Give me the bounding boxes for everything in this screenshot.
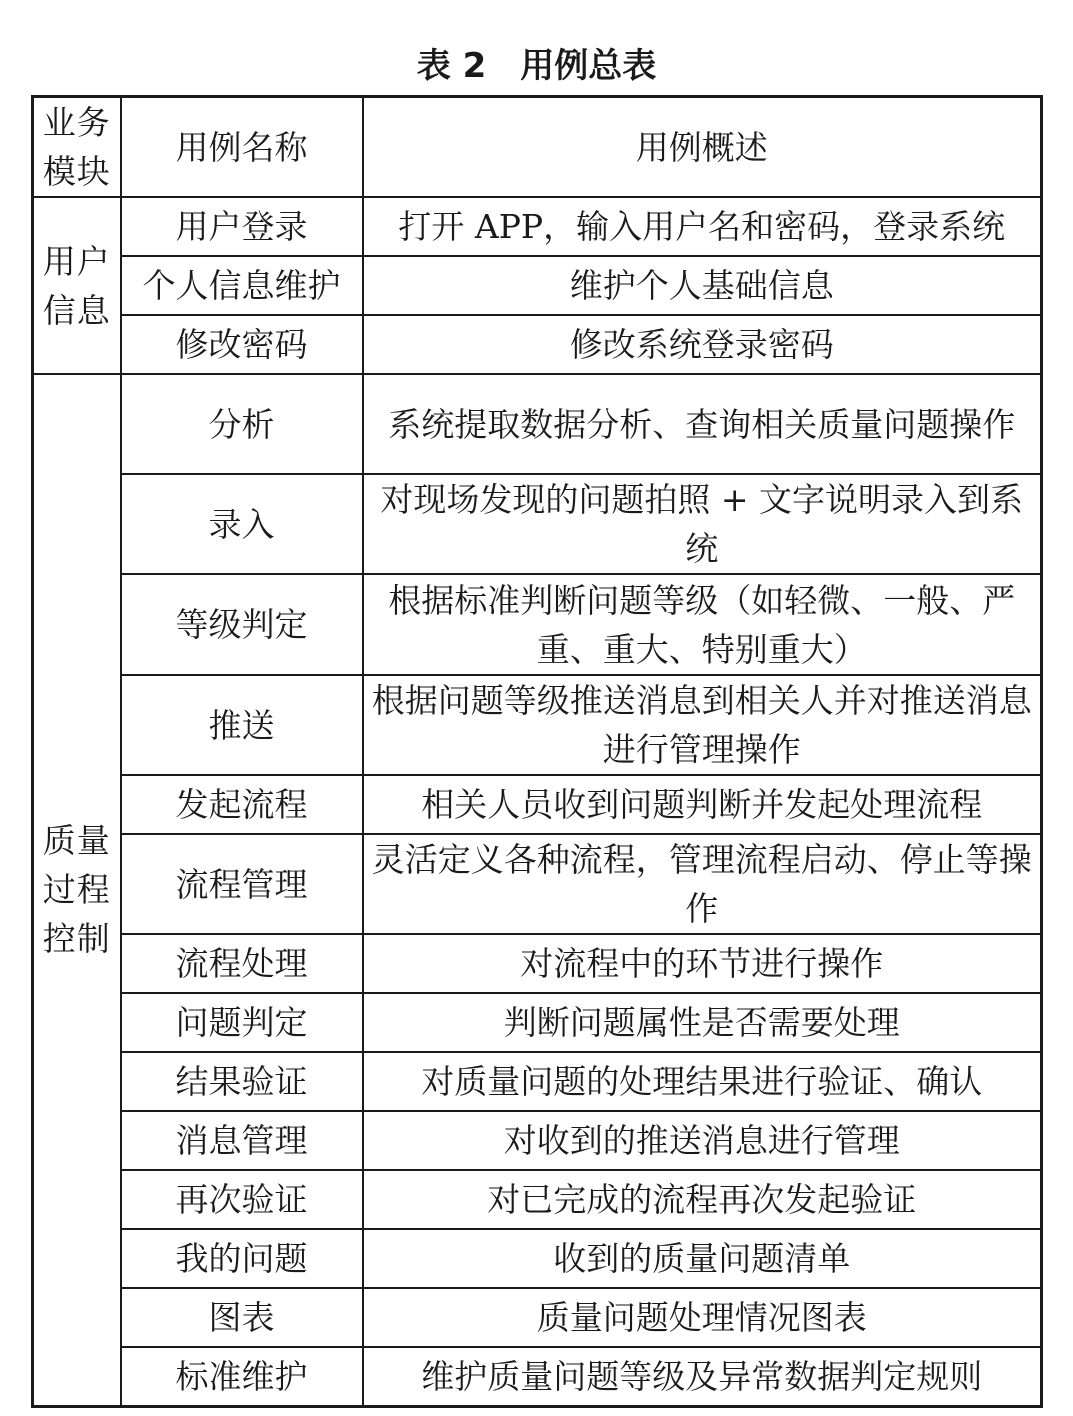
- usecase-name: 推送: [121, 675, 363, 775]
- usecase-name: 再次验证: [121, 1170, 363, 1229]
- table-row: [33, 675, 1042, 775]
- table-row: [33, 315, 1042, 374]
- usecase-desc: 质量问题处理情况图表: [363, 1288, 1042, 1347]
- module-cell: 用户信息: [33, 197, 121, 374]
- table-row: [33, 1347, 1042, 1406]
- usecase-name: 用户登录: [121, 197, 363, 256]
- usecase-name: 发起流程: [121, 775, 363, 834]
- table-row: [33, 1111, 1042, 1170]
- usecase-desc: 相关人员收到问题判断并发起处理流程: [363, 775, 1042, 834]
- usecase-name: 等级判定: [121, 574, 363, 675]
- usecase-name: 问题判定: [121, 993, 363, 1052]
- usecase-desc: 对现场发现的问题拍照 + 文字说明录入到系统: [363, 474, 1042, 574]
- header-row: [33, 97, 1042, 198]
- table-caption: 表 2 用例总表: [416, 46, 657, 86]
- table-row: [33, 474, 1042, 574]
- usecase-desc: 修改系统登录密码: [363, 315, 1042, 374]
- usecase-desc: 维护质量问题等级及异常数据判定规则: [363, 1347, 1042, 1406]
- usecase-desc: 对收到的推送消息进行管理: [363, 1111, 1042, 1170]
- table-row: [33, 574, 1042, 675]
- usecase-name: 标准维护: [121, 1347, 363, 1406]
- header-module: 业务模块: [33, 97, 121, 198]
- usecase-desc: 灵活定义各种流程，管理流程启动、停止等操作: [363, 834, 1042, 934]
- table-body: [33, 97, 1042, 1407]
- usecase-desc: 打开 APP，输入用户名和密码，登录系统: [363, 197, 1042, 256]
- usecase-desc: 对质量问题的处理结果进行验证、确认: [363, 1052, 1042, 1111]
- usecase-desc: 系统提取数据分析、查询相关质量问题操作: [363, 374, 1042, 474]
- usecase-name: 分析: [121, 374, 363, 474]
- table-row: [33, 1229, 1042, 1288]
- usecase-name: 我的问题: [121, 1229, 363, 1288]
- table-row: [33, 197, 1042, 256]
- usecase-desc: 收到的质量问题清单: [363, 1229, 1042, 1288]
- table-row: [33, 374, 1042, 474]
- usecase-name: 消息管理: [121, 1111, 363, 1170]
- usecase-name: 流程处理: [121, 934, 363, 993]
- table-row: [33, 1052, 1042, 1111]
- usecase-desc: 根据标准判断问题等级（如轻微、一般、严重、重大、特别重大）: [363, 574, 1042, 675]
- table-row: [33, 256, 1042, 315]
- table-row: [33, 1170, 1042, 1229]
- usecase-name: 图表: [121, 1288, 363, 1347]
- usecase-desc: 对流程中的环节进行操作: [363, 934, 1042, 993]
- table-row: [33, 834, 1042, 934]
- usecase-desc: 判断问题属性是否需要处理: [363, 993, 1042, 1052]
- usecase-desc: 维护个人基础信息: [363, 256, 1042, 315]
- usecase-desc: 对已完成的流程再次发起验证: [363, 1170, 1042, 1229]
- table-row: [33, 775, 1042, 834]
- usecase-desc: 根据问题等级推送消息到相关人并对推送消息进行管理操作: [363, 675, 1042, 775]
- usecase-name: 结果验证: [121, 1052, 363, 1111]
- usecase-name: 个人信息维护: [121, 256, 363, 315]
- usecase-name: 流程管理: [121, 834, 363, 934]
- module-cell: 质量过程控制: [33, 374, 121, 1406]
- table-row: [33, 934, 1042, 993]
- table-row: [33, 1288, 1042, 1347]
- table-row: [33, 993, 1042, 1052]
- usecase-name: 录入: [121, 474, 363, 574]
- header-name: 用例名称: [121, 97, 363, 198]
- use-case-table: [31, 95, 1043, 1408]
- usecase-name: 修改密码: [121, 315, 363, 374]
- header-desc: 用例概述: [363, 97, 1042, 198]
